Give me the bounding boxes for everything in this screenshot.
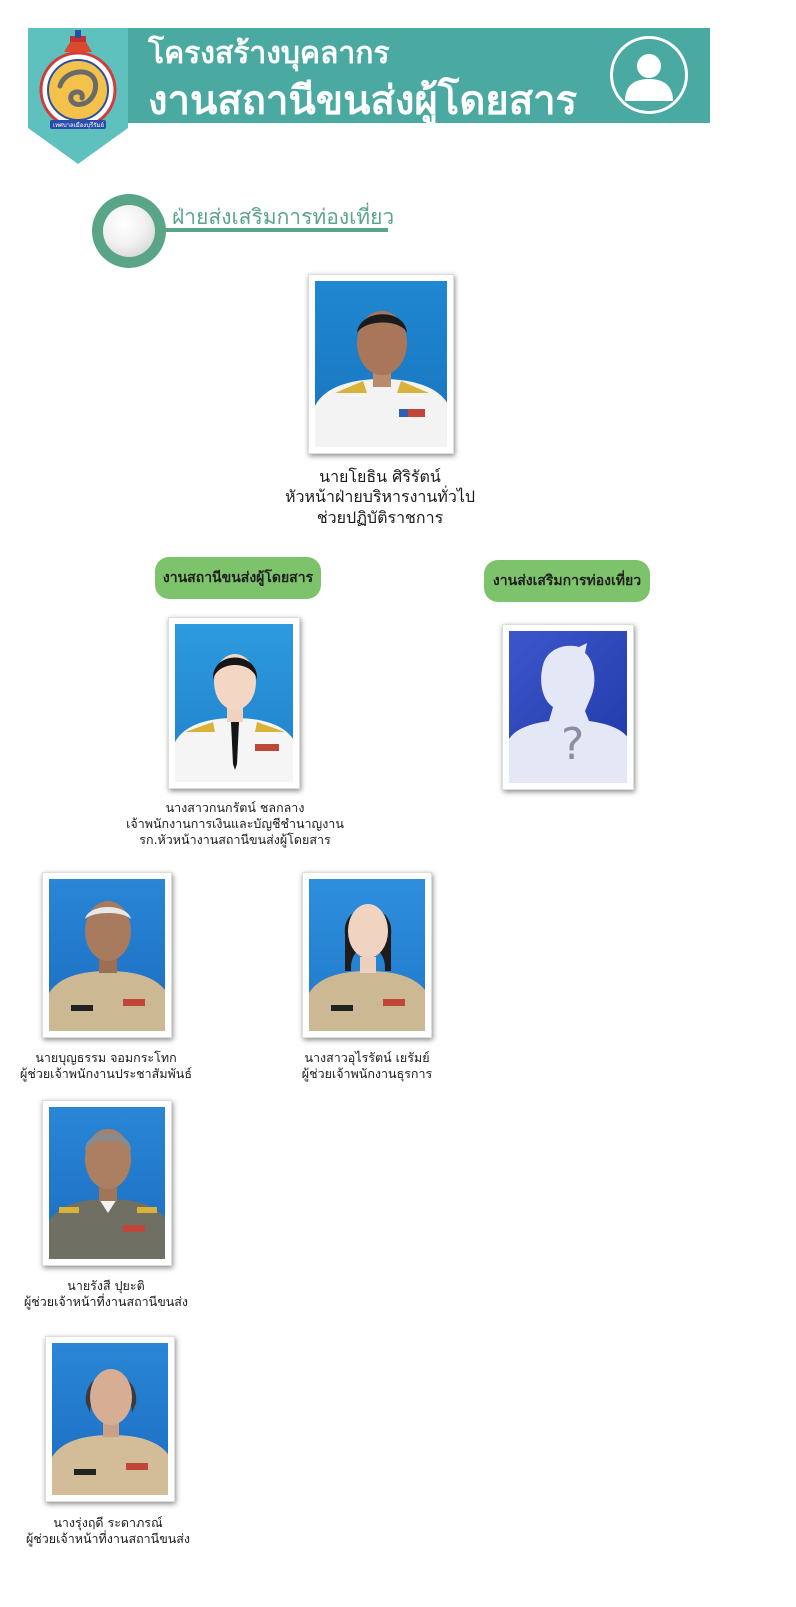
vacant-photo [502,624,634,790]
head-person-note: ช่วยปฏิบัติราชการ [316,507,444,527]
logo-caption: เทศบาลเมืองบุรีรัมย์ [53,122,104,129]
staff-name-1: นายบุญธรรม จอมกระโทก [35,1050,177,1065]
svg-text:?: ? [561,719,585,770]
section-heading: ฝ่ายส่งเสริมการท่องเที่ยว [172,205,395,229]
logo-shield [28,28,136,170]
unit-label-bus-terminal: งานสถานีขนส่งผู้โดยสาร [155,557,321,599]
staff-name-2: นางสาวอุไรรัตน์ เยรัมย์ [304,1050,430,1065]
staff-name-3: นายรังสี ปุยะติ [67,1278,145,1293]
unit-head-name: นางสาวกนกรัตน์ ชลกลาง [165,800,305,815]
head-person-photo [308,274,454,454]
unknown-person-icon [509,631,627,783]
banner-subtitle: โครงสร้างบุคลากร [148,36,390,71]
page-title: งานสถานีขนส่งผู้โดยสาร [148,78,578,124]
staff-photo-3 [42,1100,172,1266]
section-bullet-icon [103,205,155,257]
staff-position-4: ผู้ช่วยเจ้าหน้าที่งานสถานีขนส่ง [25,1531,191,1546]
staff-photo-2 [302,872,432,1038]
unit-head-note: รก.หัวหน้างานสถานีขนส่งผู้โดยสาร [139,832,331,847]
unit-head-photo [168,617,300,789]
unit-label-tourism: งานส่งเสริมการท่องเที่ยว [484,560,650,602]
staff-photo-1 [42,872,172,1038]
staff-position-2: ผู้ช่วยเจ้าพนักงานธุรการ [301,1066,433,1081]
staff-name-4: นางรุ่งฤดี ระดาภรณ์ [53,1515,163,1530]
staff-photo-4 [45,1336,175,1502]
head-person-name: นายโยธิน ศิริรัตน์ [319,467,441,486]
user-icon [610,36,688,114]
staff-position-3: ผู้ช่วยเจ้าหน้าที่งานสถานีขนส่ง [23,1294,189,1309]
unit-head-position: เจ้าพนักงานการเงินและบัญชีชำนาญงาน [126,816,344,831]
head-person-position: หัวหน้าฝ่ายบริหารงานทั่วไป [284,487,476,507]
staff-position-1: ผู้ช่วยเจ้าพนักงานประชาสัมพันธ์ [20,1066,192,1081]
